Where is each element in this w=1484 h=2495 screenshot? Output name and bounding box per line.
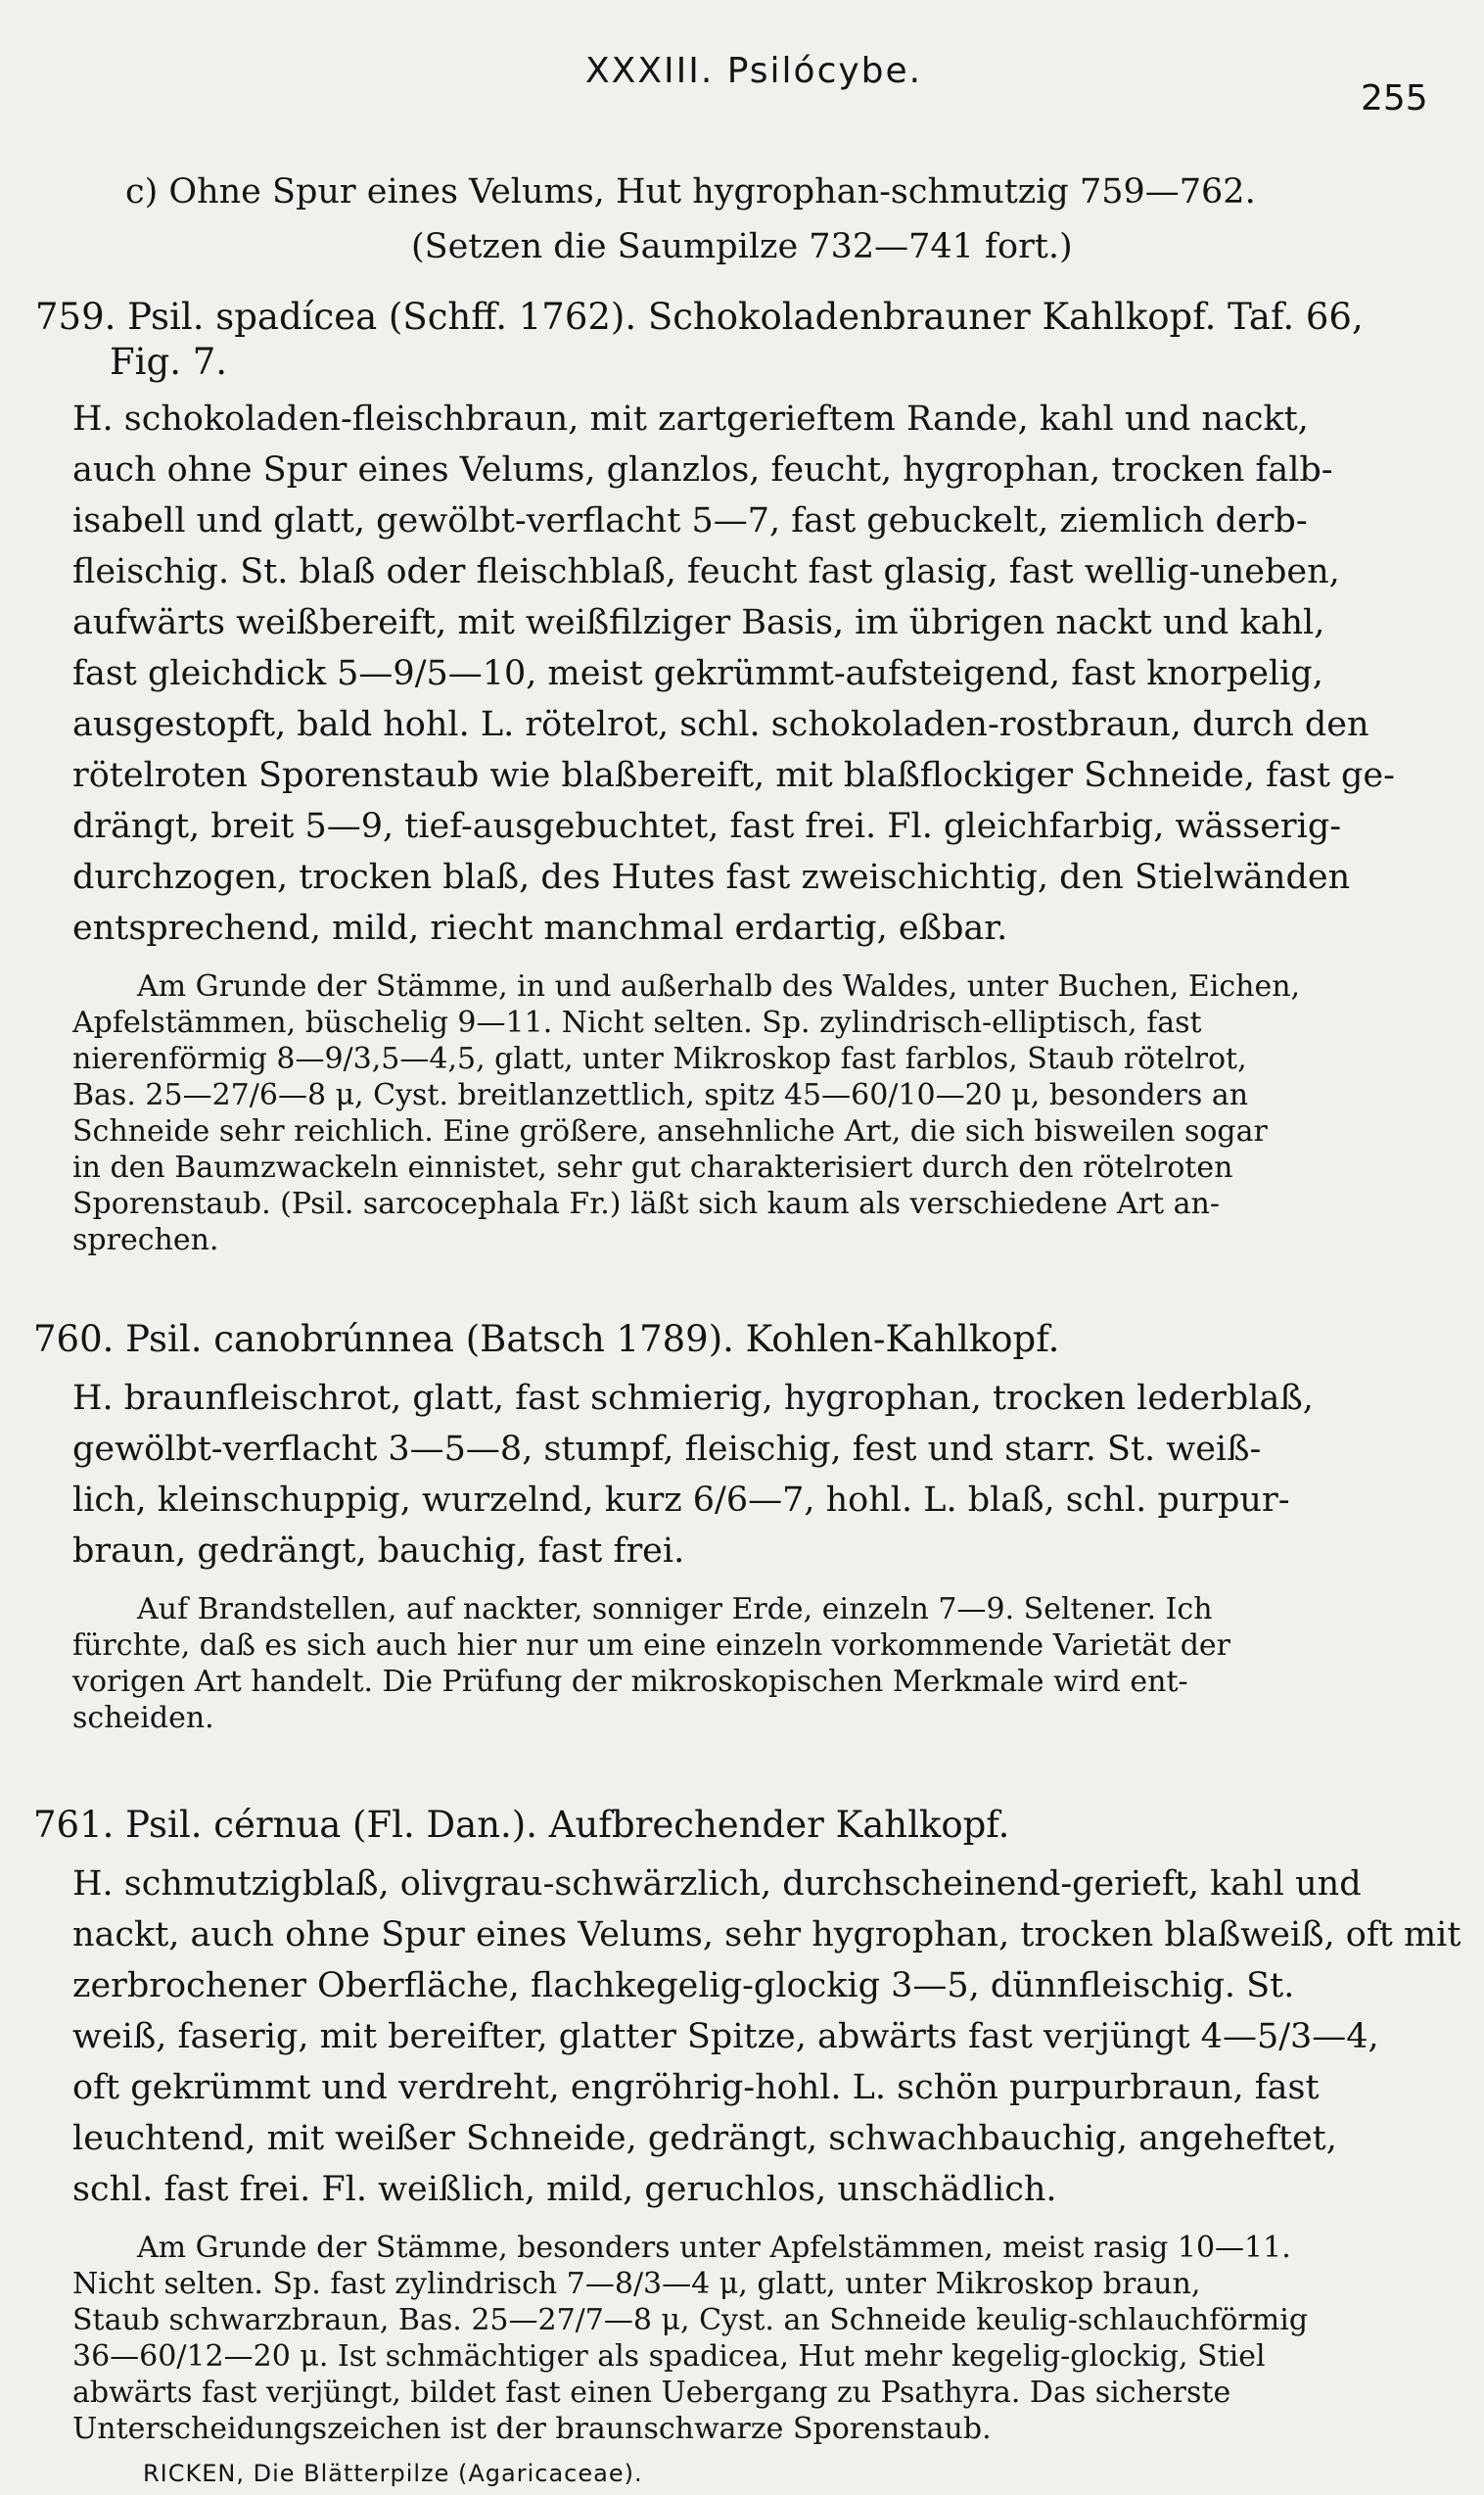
entry-761-note-line: Staub schwarzbraun, Bas. 25—27/7—8 μ, Cyst. an Schneide keulig-schlauchförmig [72, 2303, 1309, 2337]
entry-759-desc-line: H. schokoladen-fleischbraun, mit zartgerieftem Rande, kahl und nackt, [72, 400, 1309, 439]
entry-760-note-line: scheiden. [72, 1701, 214, 1735]
entry-759-note-line: Am Grunde der Stämme, in und außerhalb des Waldes, unter Buchen, Eichen, [137, 969, 1301, 1004]
entry-759-note-line: nierenförmig 8—9/3,5—4,5, glatt, unter Mikroskop fast farblos, Staub rötelrot, [72, 1042, 1247, 1076]
entry-761-desc-line: oft gekrümmt und verdreht, engröhrig-hohl. L. schön purpurbraun, fast [72, 2068, 1320, 2107]
entry-759-title: 759. Psil. spadícea (Schff. 1762). Schokoladenbrauner Kahlkopf. Taf. 66, [35, 296, 1364, 338]
entry-759-desc-line: durchzogen, trocken blaß, des Hutes fast zweischichtig, den Stielwänden [72, 858, 1351, 897]
section-c-note: (Setzen die Saumpilze 732—741 fort.) [411, 227, 1073, 266]
entry-761-note-line: Nicht selten. Sp. fast zylindrisch 7—8/3—4 μ, glatt, unter Mikroskop braun, [72, 2267, 1201, 2301]
page-number: 255 [1361, 78, 1428, 118]
entry-759-note-line: Bas. 25—27/6—8 μ, Cyst. breitlanzettlich, spitz 45—60/10—20 μ, besonders an [72, 1078, 1249, 1112]
entry-759-desc-line: drängt, breit 5—9, tief-ausgebuchtet, fast frei. Fl. gleichfarbig, wässerig- [72, 807, 1342, 846]
entry-759-note-line: Sporenstaub. (Psil. sarcocephala Fr.) läßt sich kaum als verschiedene Art an- [72, 1187, 1220, 1221]
entry-760-note-line: fürchte, daß es sich auch hier nur um eine einzeln vorkommende Varietät der [72, 1628, 1231, 1663]
entry-761-note-line: Unterscheidungszeichen ist der braunschwarze Sporenstaub. [72, 2412, 992, 2446]
entry-761-note-line: abwärts fast verjüngt, bildet fast einen Uebergang zu Psathyra. Das sicherste [72, 2376, 1231, 2410]
entry-759-desc-line: fast gleichdick 5—9/5—10, meist gekrümmt-aufsteigend, fast knorpelig, [72, 654, 1323, 693]
entry-759-desc-line: aufwärts weißbereift, mit weißfilziger Basis, im übrigen nackt und kahl, [72, 603, 1325, 642]
entry-761-desc-line: leuchtend, mit weißer Schneide, gedrängt, schwachbauchig, angeheftet, [72, 2119, 1337, 2158]
entry-759-desc-line: rötelroten Sporenstaub wie blaßbereift, mit blaßflockiger Schneide, fast ge- [72, 756, 1395, 795]
entry-761-desc-line: schl. fast frei. Fl. weißlich, mild, geruchlos, unschädlich. [72, 2170, 1057, 2209]
entry-759-note-line: in den Baumzwackeln einnistet, sehr gut charakterisiert durch den rötelroten [72, 1151, 1233, 1185]
entry-760-desc-line: lich, kleinschuppig, wurzelnd, kurz 6/6—7, hohl. L. blaß, schl. purpur- [72, 1481, 1290, 1520]
entry-761-desc-line: nackt, auch ohne Spur eines Velums, sehr hygrophan, trocken blaßweiß, oft mit [72, 1915, 1461, 1954]
entry-760-desc-line: gewölbt-verflacht 3—5—8, stumpf, fleischig, fest und starr. St. weiß- [72, 1430, 1262, 1469]
entry-761-title: 761. Psil. cérnua (Fl. Dan.). Aufbrechender Kahlkopf. [33, 1804, 1010, 1846]
section-c-heading: c) Ohne Spur eines Velums, Hut hygrophan-schmutzig 759—762. [125, 172, 1256, 212]
entry-761-desc-line: zerbrochener Oberfläche, flachkegelig-glockig 3—5, dünnfleischig. St. [72, 1966, 1295, 2005]
entry-760-note-line: Auf Brandstellen, auf nackter, sonniger Erde, einzeln 7—9. Seltener. Ich [137, 1592, 1213, 1626]
page-footer: RICKEN, Die Blätterpilze (Agaricaceae). [143, 2460, 643, 2487]
entry-760-desc-line: H. braunfleischrot, glatt, fast schmierig, hygrophan, trocken lederblaß, [72, 1379, 1314, 1418]
entry-759-desc-line: fleischig. St. blaß oder fleischblaß, feucht fast glasig, fast wellig-uneben, [72, 552, 1340, 591]
entry-759-title-cont: Fig. 7. [110, 341, 228, 383]
entry-759-note-line: Apfelstämmen, büschelig 9—11. Nicht selten. Sp. zylindrisch-elliptisch, fast [72, 1006, 1202, 1040]
entry-761-note-line: Am Grunde der Stämme, besonders unter Apfelstämmen, meist rasig 10—11. [137, 2231, 1291, 2265]
running-header: XXXIII. Psilócybe. [585, 51, 923, 91]
entry-761-desc-line: weiß, faserig, mit bereifter, glatter Spitze, abwärts fast verjüngt 4—5/3—4, [72, 2017, 1379, 2056]
entry-761-note-line: 36—60/12—20 μ. Ist schmächtiger als spadicea, Hut mehr kegelig-glockig, Stiel [72, 2339, 1266, 2374]
entry-760-title: 760. Psil. canobrúnnea (Batsch 1789). Kohlen-Kahlkopf. [33, 1318, 1060, 1360]
entry-759-desc-line: entsprechend, mild, riecht manchmal erdartig, eßbar. [72, 909, 1008, 948]
entry-759-desc-line: auch ohne Spur eines Velums, glanzlos, feucht, hygrophan, trocken falb- [72, 450, 1333, 490]
entry-760-desc-line: braun, gedrängt, bauchig, fast frei. [72, 1531, 685, 1571]
entry-761-desc-line: H. schmutzigblaß, olivgrau-schwärzlich, durchscheinend-gerieft, kahl und [72, 1864, 1362, 1904]
entry-759-note-line: Schneide sehr reichlich. Eine größere, ansehnliche Art, die sich bisweilen sogar [72, 1114, 1268, 1149]
entry-760-note-line: vorigen Art handelt. Die Prüfung der mikroskopischen Merkmale wird ent- [72, 1665, 1188, 1699]
entry-759-note-line: sprechen. [72, 1223, 219, 1257]
entry-759-desc-line: isabell und glatt, gewölbt-verflacht 5—7, fast gebuckelt, ziemlich derb- [72, 501, 1308, 541]
entry-759-desc-line: ausgestopft, bald hohl. L. rötelrot, schl. schokoladen-rostbraun, durch den [72, 705, 1369, 744]
